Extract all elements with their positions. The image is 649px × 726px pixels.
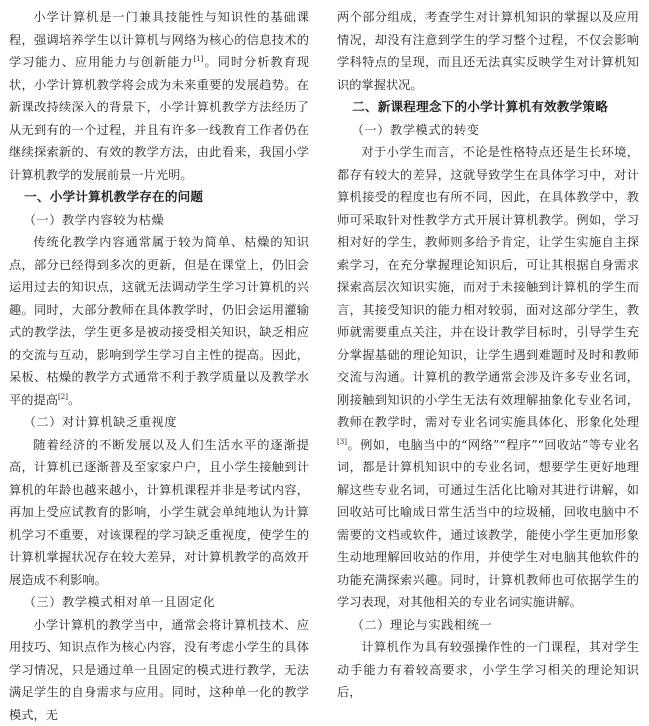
intro-text-tail: 。同时分析教育现状，小学计算机教学将会成为未来重要的发展趋势。在新课改持续深入的背景下，小学计算机教学方法经历了从无到有的一个过程，并且有许多一线教育工作者仍在继续探索新的、有效的教学方法，由此看来，我国小学计算机教学的发展前景一片光明。 <box>9 55 309 182</box>
left-column <box>9 6 309 726</box>
paragraph-single-mode: 小学计算机的教学当中，通常会将计算机技术、应用技巧、知识点作为核心内容，没有考虑小学生的具体学习情况，只是通过单一且固定的模式进行教学，无法满足学生的自身需求与应用。同时，这种单一化的教学模式，无 <box>9 614 309 726</box>
paragraph-text-tail: 。 <box>68 393 80 407</box>
section-heading-problems: 一、小学计算机教学存在的问题 <box>9 186 309 209</box>
intro-paragraph <box>9 6 309 186</box>
continued-paragraph: 两个部分组成，考查学生对计算机知识的掌握以及应用情况，却没有注意到学生的学习整个过程，不仅会影响学科特点的呈现，而且还无法真实反映学生对计算机知识的掌握状况。 <box>337 6 639 96</box>
paragraph-theory-practice: 计算机作为具有较强操作性的一门课程，其对学生动手能力有着较高要求，小学生学习相关的理论知识后， <box>337 636 639 704</box>
paragraph-text: 传统化教学内容通常属于较为简单、枯燥的知识点，部分已经得到多次的更新，但是在课堂上，仍旧会运用过去的知识点，这就无法调动学生学习计算机的兴趣。同时，大部分教师在具体教学时，仍旧会运用灌输式的教学法，学生更多是被动接受相关知识，缺乏相应的交流与互动，影响到学生学习自主性的提高。因此，呆板、枯燥的教学方式通常不利于教学质量以及教学水平的提高 <box>9 235 309 407</box>
right-column <box>337 6 639 704</box>
paragraph-boring-content <box>9 231 309 411</box>
subheading-lack-of-attention: （二）对计算机缺乏重视度 <box>9 411 309 434</box>
subheading-boring-content: （一）教学内容较为枯燥 <box>9 209 309 232</box>
paragraph-mode-change <box>337 141 639 614</box>
subheading-single-mode: （三）教学模式相对单一且固定化 <box>9 591 309 614</box>
intro-text: 小学计算机是一门兼具技能性与知识性的基础课程，强调培养学生以计算机与网络为核心的信息技术的学习能力、应用能力与创新能力 <box>9 10 309 69</box>
subheading-theory-practice: （二）理论与实践相统一 <box>337 614 639 637</box>
citation-ref: [1] <box>194 55 204 63</box>
section-heading-strategies: 二、新课程理念下的小学计算机有效教学策略 <box>337 96 639 119</box>
citation-ref: [2] <box>58 392 68 400</box>
paragraph-lack-of-attention: 随着经济的不断发展以及人们生活水平的逐渐提高，计算机已逐渐普及至家家户户，且小学生接触到计算机的年龄也越来越小，计算机课程并非是考试内容，再加上受应试教育的影响，小学生就会单纯地认为计算机学习不重要，对该课程的学习缺乏重视度，使学生的计算机掌握状况存在较大差异，对计算机教学的高效开展造成不利影响。 <box>9 434 309 592</box>
paragraph-text-tail: 。例如，电脑当中的“网络”“程序”“回收站”等专业名词，都是计算机知识中的专业名词，想要学生更好地理解这些专业名词，可通过生活化比喻对其进行讲解，如回收站可比喻成日常生活当中的垃圾桶，回收电脑中不需要的文档或软件，通过该教学，能使小学生更加形象生动地理解回收站的作用，并使学生对电脑其他软件的功能充满探索兴趣。同时，计算机教师也可依据学生的学习表现，对其他相关的专业名词实施讲解。 <box>337 438 639 610</box>
paragraph-text: 对于小学生而言，不论是性格特点还是生长环境，都存有较大的差异，这就导致学生在具体学习中，对计算机接受的程度也有所不同，因此，在具体教学中，教师可采取针对性教学方式开展计算机教学。例如，学习相对好的学生，教师则多给予肯定，让学生实施自主探索学习，在充分掌握理论知识后，可让其根据自身需求探索高层次知识实施，而对于未接触到计算机的学生而言，其接受知识的能力相对较弱，面对这部分学生，教师就需要重点关注，并在设计教学目标时，引导学生充分掌握基础的理论知识，让学生遇到难题时及时和教师交流与沟通。计算机的教学通常会涉及许多专业名词，刚接触到知识的小学生无法有效理解抽象化专业名词，教师在教学时，需对专业名词实施具体化、形象化处理 <box>337 145 639 429</box>
citation-ref: [3] <box>337 437 347 445</box>
subheading-mode-change: （一）教学模式的转变 <box>337 119 639 142</box>
